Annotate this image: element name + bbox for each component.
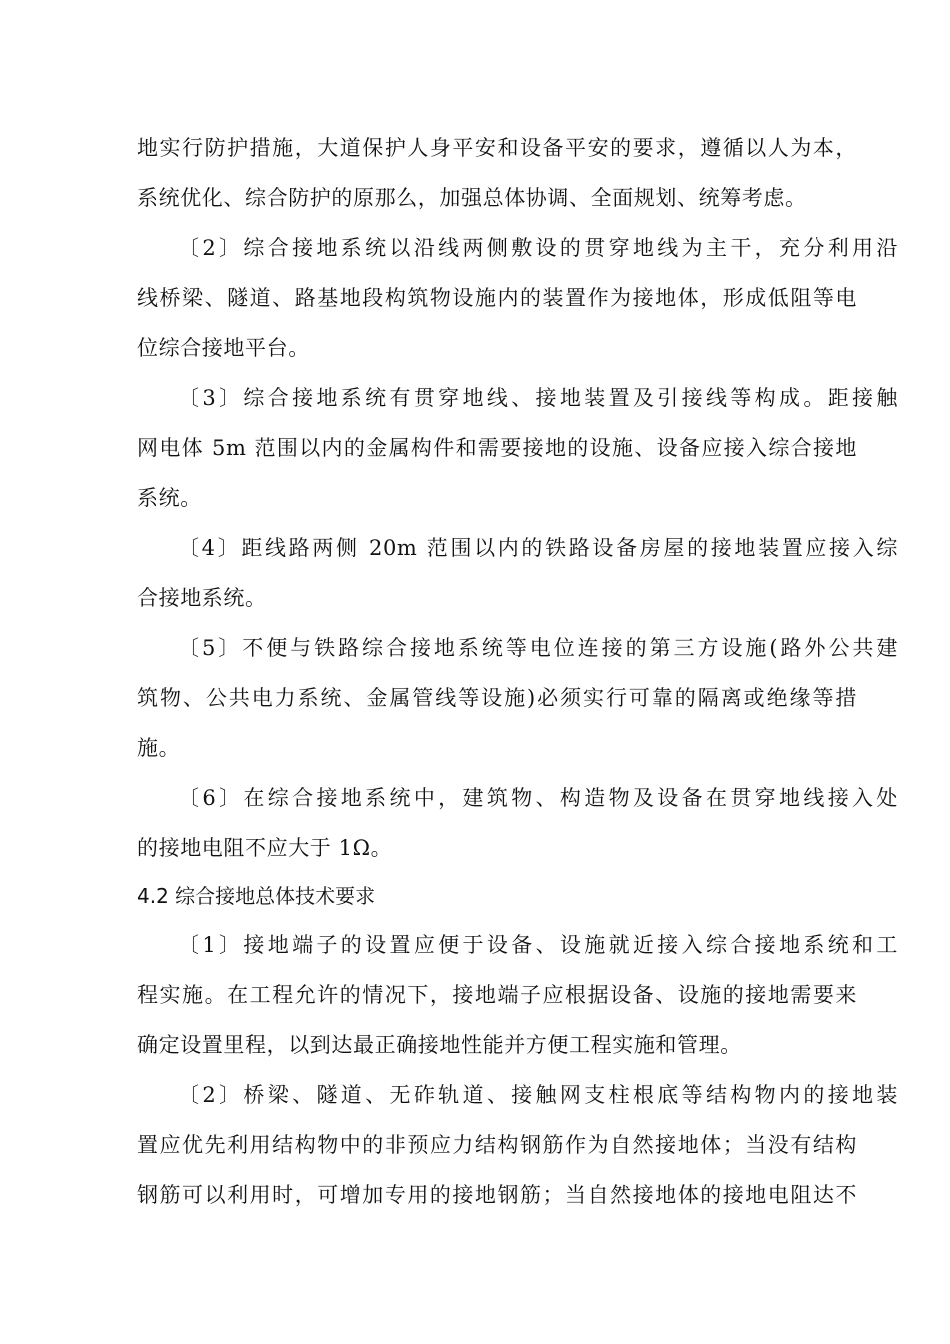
paragraph-line: 线桥梁、隧道、路基地段构筑物设施内的装置作为接地体，形成低阻等电: [137, 286, 857, 310]
paragraph-line: 〔5〕不便与铁路综合接地系统等电位连接的第三方设施(路外公共建: [178, 636, 898, 660]
paragraph-line: 置应优先利用结构物中的非预应力结构钢筋作为自然接地体；当没有结构: [137, 1133, 857, 1157]
section-heading: 4.2 综合接地总体技术要求: [137, 884, 376, 908]
paragraph-line: 〔2〕桥梁、隧道、无砟轨道、接触网支柱根底等结构物内的接地装: [178, 1083, 898, 1107]
paragraph-line: 〔4〕距线路两侧 20m 范围以内的铁路设备房屋的接地装置应接入综: [178, 536, 898, 560]
paragraph-line: 系统优化、综合防护的原那么，加强总体协调、全面规划、统筹考虑。: [137, 186, 807, 210]
paragraph-line: 〔1〕接地端子的设置应便于设备、设施就近接入综合接地系统和工: [178, 933, 898, 957]
paragraph-line: 的接地电阻不应大于 1Ω。: [137, 836, 393, 860]
paragraph-line: 确定设置里程，以到达最正确接地性能并方便工程实施和管理。: [137, 1033, 742, 1057]
paragraph-line: 〔3〕综合接地系统有贯穿地线、接地装置及引接线等构成。距接触: [178, 386, 898, 410]
paragraph-line: 网电体 5m 范围以内的金属构件和需要接地的设施、设备应接入综合接地: [137, 436, 857, 460]
paragraph-line: 〔6〕在综合接地系统中，建筑物、构造物及设备在贯穿地线接入处: [178, 786, 898, 810]
paragraph-line: 程实施。在工程允许的情况下，接地端子应根据设备、设施的接地需要来: [137, 983, 857, 1007]
paragraph-line: 系统。: [137, 486, 202, 510]
paragraph-line: 〔2〕综合接地系统以沿线两侧敷设的贯穿地线为主干，充分利用沿: [178, 236, 898, 260]
paragraph-line: 合接地系统。: [137, 586, 267, 610]
paragraph-line: 筑物、公共电力系统、金属管线等设施)必须实行可靠的隔离或绝缘等措: [137, 686, 857, 710]
paragraph-line: 钢筋可以利用时，可增加专用的接地钢筋；当自然接地体的接地电阻达不: [137, 1183, 857, 1207]
paragraph-line: 位综合接地平台。: [137, 336, 310, 360]
paragraph-line: 地实行防护措施，大道保护人身平安和设备平安的要求，遵循以人为本，: [137, 136, 857, 160]
paragraph-line: 施。: [137, 736, 181, 760]
